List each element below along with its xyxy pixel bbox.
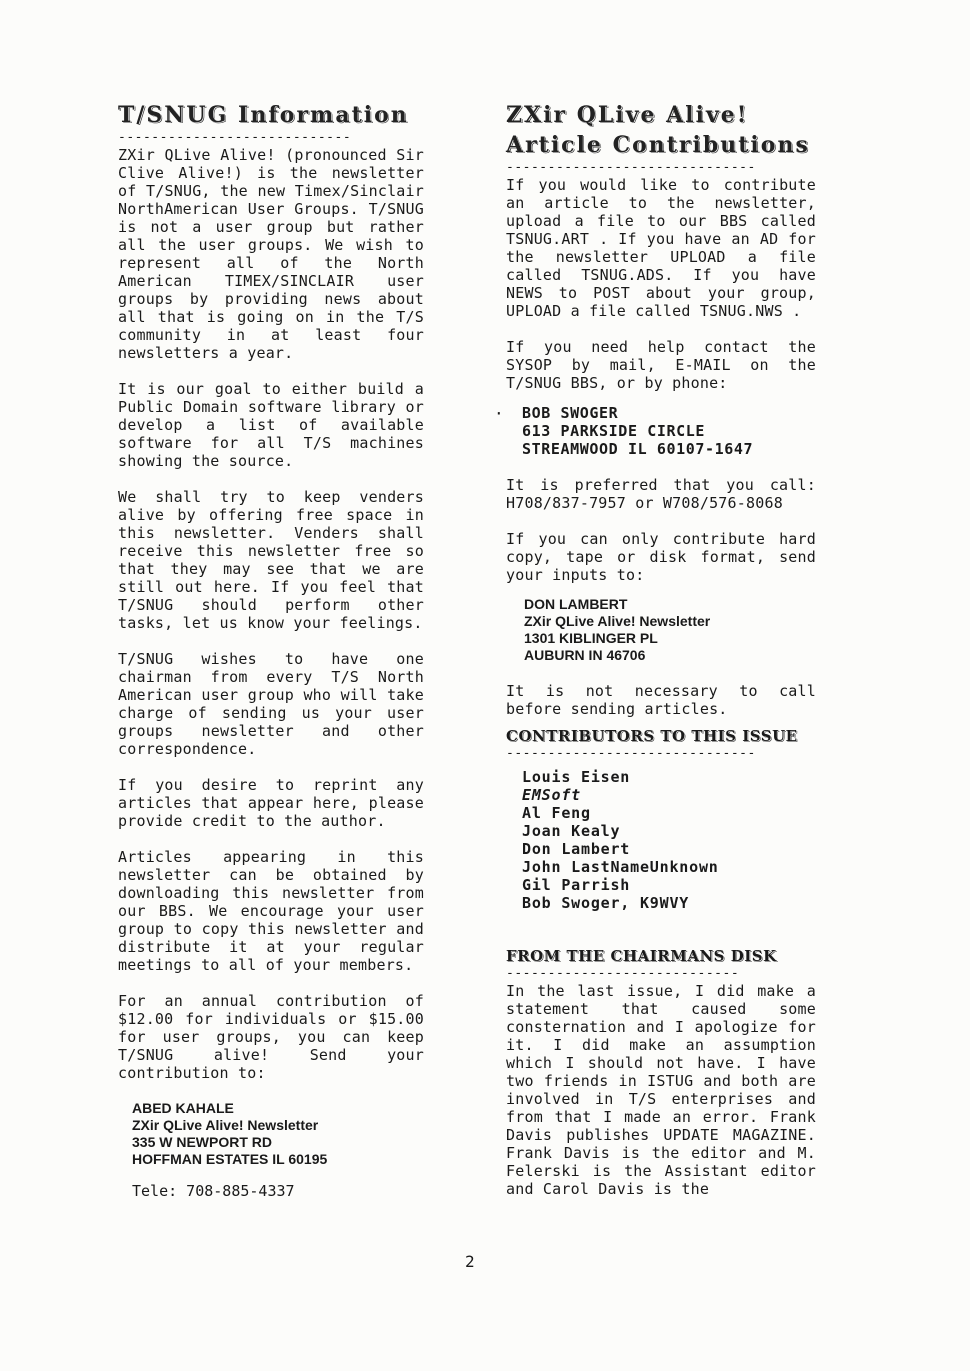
address-line: STREAMWOOD IL 60107-1647: [522, 440, 754, 458]
left-column: [118, 100, 424, 1200]
address-line: 335 W NEWPORT RD: [132, 1134, 273, 1150]
contributors-rule: ------------------------------: [506, 746, 756, 761]
list-item: Bob Swoger, K9WVY: [522, 894, 690, 912]
right-column: [494, 100, 816, 1216]
reprint-paragraph: If you desire to reprint any articles that appear here, please provide credit to the author.: [118, 776, 424, 830]
address-line: 1301 KIBLINGER PL: [524, 630, 658, 646]
call-paragraph: It is preferred that you call: H708/837-7957 or W708/576-8068: [506, 476, 816, 512]
list-item: Al Feng: [522, 804, 591, 822]
intro-paragraph: ZXir QLive Alive! (pronounced Sir Clive Alive!) is the newsletter of T/SNUG, the new Timex/Sinclair NorthAmerican User Groups. T/SNUG is not a user group but rather all the user groups. We wish to represent all of the North American TIMEX/SINCLAIR user groups by providing news about all that is going on in the T/S community in at least four newsletters a year.: [118, 146, 424, 362]
address-line: 613 PARKSIDE CIRCLE: [522, 422, 705, 440]
address-line: ZXir QLive Alive! Newsletter: [524, 613, 711, 629]
venders-paragraph: We shall try to keep venders alive by offering free space in this newsletter. Venders shall receive this newsletter free so that they may see that we are still out here. If you feel that T/SNUG should perform other tasks, let us know your feelings.: [118, 488, 424, 632]
articles-paragraph: Articles appearing in this newsletter can be obtained by downloading this newsletter from our BBS. We encourage your user group to copy this newsletter and distribute it at your regular meetings to all of your members.: [118, 848, 424, 974]
contributors-list: [522, 768, 816, 912]
title-rule: ------------------------------: [506, 160, 756, 175]
address-line: AUBURN IN 46706: [524, 647, 646, 663]
upload-paragraph: If you would like to contribute an article to the newsletter, upload a file to our BBS called TSNUG.ART . If you have an AD for the newsletter UPLOAD a file called TSNUG.ADS. If you have NEWS to POST about your group, UPLOAD a file called TSNUG.NWS .: [506, 176, 816, 320]
tsnug-information-title: T/SNUG Information: [118, 102, 409, 128]
page-number: 2: [465, 1252, 475, 1271]
kahale-address-block: [132, 1100, 424, 1168]
list-item: Joan Kealy: [522, 822, 621, 840]
not-necessary-paragraph: It is not necessary to call before sending articles.: [506, 682, 816, 718]
list-item: Gil Parrish: [522, 876, 631, 894]
library-paragraph: It is our goal to either build a Public Domain software library or develop a list of available software for all T/S machines showing the source.: [118, 380, 424, 470]
contribution-paragraph: For an annual contribution of $12.00 for individuals or $15.00 for user groups, you can keep T/SNUG alive! Send your contribution to:: [118, 992, 424, 1082]
bullet-mark: ·: [494, 404, 504, 423]
contributors-heading: CONTRIBUTORS TO THIS ISSUE: [506, 727, 798, 745]
title-rule: ----------------------------: [118, 130, 352, 145]
address-line: ABED KAHALE: [132, 1100, 234, 1116]
swoger-address-block: [522, 404, 816, 458]
address-line: BOB SWOGER: [522, 404, 619, 422]
list-item: Louis Eisen: [522, 768, 631, 786]
list-item: John LastNameUnknown: [522, 858, 719, 876]
zxir-qlive-title: ZXir QLive Alive!: [506, 102, 749, 128]
address-line: HOFFMAN ESTATES IL 60195: [132, 1151, 328, 1167]
chairmans-disk-rule: ----------------------------: [506, 966, 740, 981]
chairmans-disk-paragraph: In the last issue, I did make a statement that caused some consternation and I apologize for it. I did make an assumption which I should not have. I have two friends in ISTUG and both are involved in T/S enterprises and from that I made an error. Frank Davis publishes UPDATE MAGAZINE. Frank Davis is the editor and M. Felerski is the Assistant editor and Carol Davis is the: [506, 982, 816, 1198]
list-item: Don Lambert: [522, 840, 631, 858]
lambert-address-block: [524, 596, 816, 664]
telephone-line: Tele: 708-885-4337: [132, 1182, 295, 1200]
article-contributions-title: Article Contributions: [506, 132, 810, 158]
address-line: DON LAMBERT: [524, 596, 628, 612]
hardcopy-paragraph: If you can only contribute hard copy, tape or disk format, send your inputs to:: [506, 530, 816, 584]
list-item: EMSoft: [522, 786, 581, 804]
help-paragraph: If you need help contact the SYSOP by mail, E-MAIL on the T/SNUG BBS, or by phone:: [506, 338, 816, 392]
chairman-paragraph: T/SNUG wishes to have one chairman from every T/S North American user group who will take charge of sending us your user groups newsletter and other correspondence.: [118, 650, 424, 758]
chairmans-disk-heading: FROM THE CHAIRMANS DISK: [506, 947, 777, 965]
address-line: ZXir QLive Alive! Newsletter: [132, 1117, 319, 1133]
